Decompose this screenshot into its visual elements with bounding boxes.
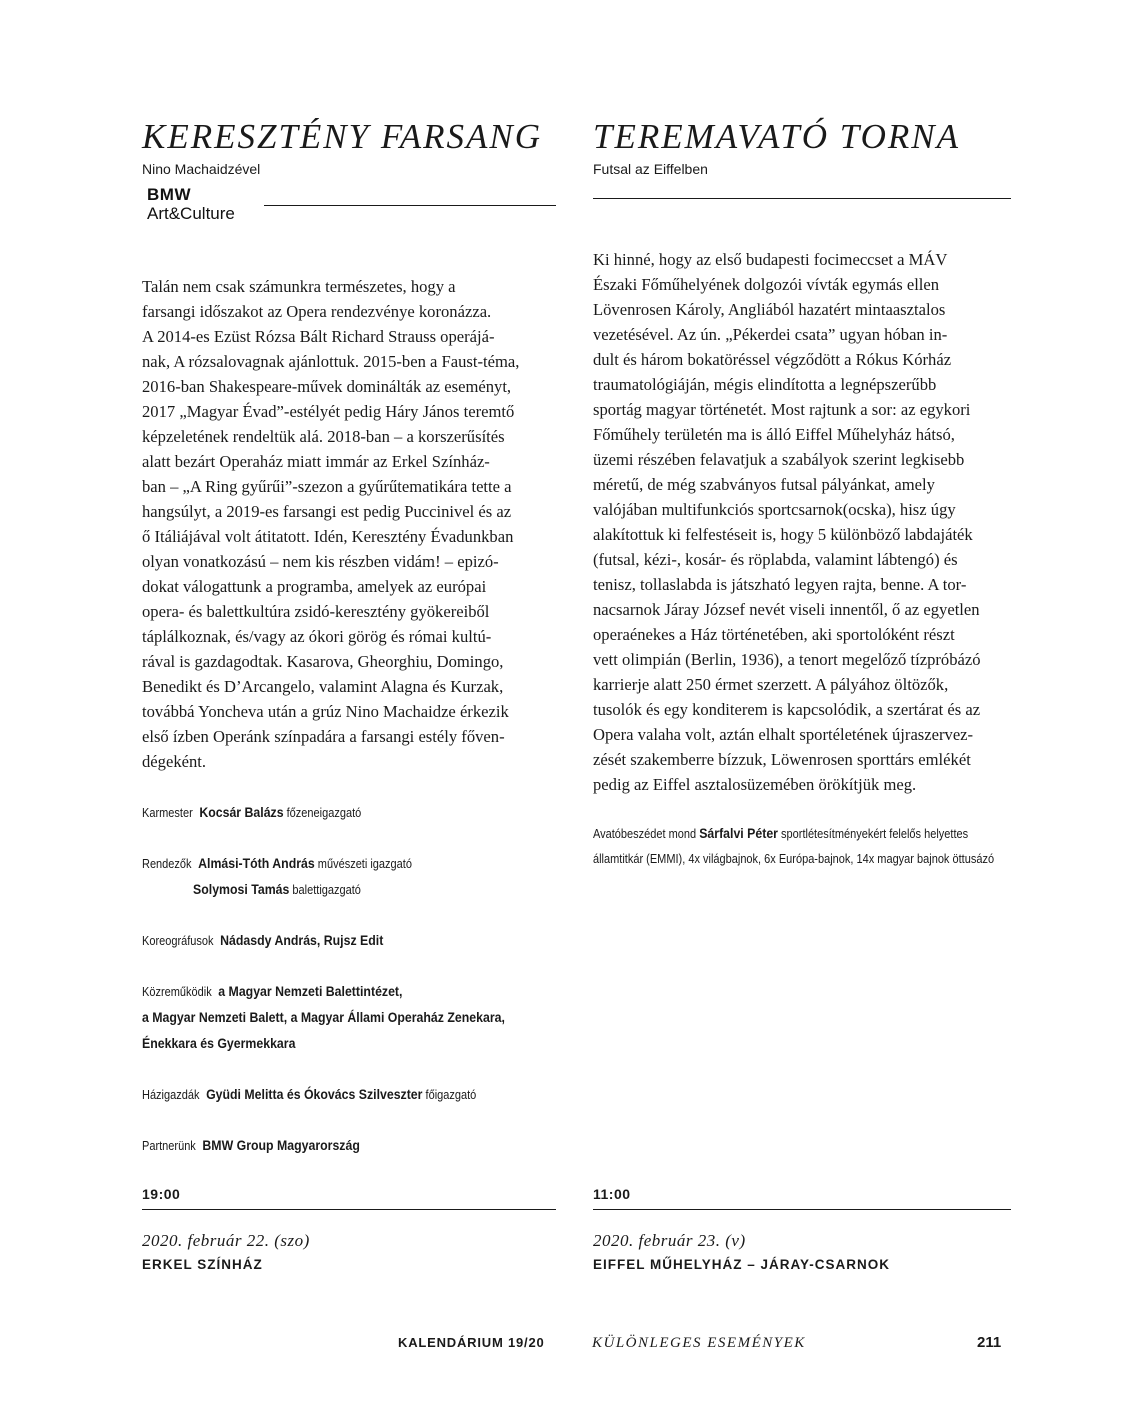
- footer-publication: KALENDÁRIUM 19/20: [398, 1335, 545, 1350]
- event-time: 11:00: [593, 1186, 631, 1202]
- event-venue: EIFFEL MŰHELYHÁZ – JÁRAY-CSARNOK: [593, 1257, 891, 1272]
- left-event-description: Talán nem csak számunkra természetes, hogy a farsangi időszakot az Opera rendezvénye koronázza. A 2014-es Ezüst Rózsa Bált Richard Strauss operájá- nak, A rózsalovagnak ajánlottuk. 2015-ben a Faust-téma, 2016-ban Shakespeare-művek dominálták az eseményt, 2017 „Magyar Évad”-estélyét pedig Háry János teremtő képzeletének rendeltük alá. 2018-ban – a korszerűsítés alatt bezárt Operaház miatt immár az Erkel Színház- ban – „A Ring gyűrűi”-szezon a gyűrűtematikára tette a hangsúlyt, a 2019-es farsangi est pedig Puccinivel és az ő Itáliájával volt átitatott. Idén, Keresztény Évadunkban olyan vonatkozású – nem kis részben vidám! – epizó- dokat válogattunk a programba, amelyek az európai opera- és balettkultúra zsidó-keresztény gyökereiből táplálkoznak, és/vagy az ókori görög és római kultú- rával is gazdagodtak. Kasarova, Gheorghiu, Domingo, Benedikt és D’Arcangelo, valamint Alagna és Kurzak, továbbá Yoncheva után a grúz Nino Machaidze érkezik első ízben Operánk színpadára a farsangi estély főven- dégeként.: [142, 277, 520, 771]
- left-event-schedule: [142, 1183, 556, 1275]
- credit-directors: Rendezők Almási-Tóth András művészeti igazgató Solymosi Tamás balettigazgató: [142, 855, 412, 897]
- event-time: 19:00: [142, 1186, 181, 1202]
- credit-hosts: Házigazdák Gyüdi Melitta és Ókovács Szilveszter főigazgató: [142, 1086, 477, 1102]
- sponsor-row: [142, 182, 556, 226]
- right-event-column: [593, 116, 1011, 872]
- event-venue: ERKEL SZÍNHÁZ: [142, 1257, 263, 1272]
- event-date: 2020. február 23. (v): [593, 1231, 746, 1250]
- credit-partner: Partnerünk BMW Group Magyarország: [142, 1137, 360, 1153]
- left-event-subtitle: Nino Machaidzével: [142, 161, 261, 177]
- credit-choreographers: Koreográfusok Nádasdy András, Rujsz Edit: [142, 932, 384, 948]
- bmw-art-culture-logo: BMW Art&Culture: [147, 185, 235, 223]
- left-event-column: [142, 116, 556, 1159]
- event-date: 2020. február 22. (szo): [142, 1231, 310, 1250]
- title-rule: [593, 198, 1011, 199]
- right-event-subtitle: Futsal az Eiffelben: [593, 161, 708, 177]
- footer-section: KÜLÖNLEGES ESEMÉNYEK: [592, 1335, 806, 1351]
- right-event-schedule: [593, 1183, 1011, 1275]
- schedule-rule: [593, 1209, 1011, 1210]
- left-event-title: KERESZTÉNY FARSANG: [142, 117, 542, 156]
- schedule-rule: [142, 1209, 556, 1210]
- right-event-description: Ki hinné, hogy az első budapesti focimeccset a MÁV Északi Főműhelyének dolgozói vívták egymás ellen Lövenrosen Károly, Angliából hazatért mintaasztalos vezetésével. Az ún. „Pékerdei csata” ugyan hóban in- dult és három bokatöréssel végződött a Rókus Kórház traumatológiáján, mégis elindította a legnépszerűbb sportág magyar történetét. Most rajtunk a sor: az egykori Főműhely területén ma is álló Eiffel Műhelyház hátsó, üzemi részében felavatjuk a szabályok szerint legkisebb méretű, de még szabványos futsal pályánkat, amely valójában multifunkciós sportcsarnok(ocska), hisz úgy alakítottuk ki felfestéseit is, hogy 5 különböző labdajáték (futsal, kézi-, kosár- és röplabda, valamint lábtengó) és tenisz, tollaslabda is játszható legyen rajta, benne. A tor- nacsarnok Járay József nevét viseli innentől, ő az egyetlen operaénekes a Ház történetében, aki sportolóként részt vett olimpián (Berlin, 1936), a tenort megelőző tízpróbázó karrierje alatt 250 érmet szerzett. A pályához öltözők, tusolók és egy konditerem is kapcsolódik, a szertárat és az Opera valaha volt, aztán elhalt sportéletének újraszervez- zését szakemberre bízzuk, Löwenrosen sporttárs emlékét pedig az Eiffel asztalosüzemében örökítjük meg.: [593, 250, 981, 794]
- credit-speaker: Avatóbeszédet mond Sárfalvi Péter sportlétesítményekért felelős helyettes államtitkár (EMMI), 4x világbajnok, 6x Európa-bajnok, 14x magyar bajnok öttusázó: [593, 825, 995, 866]
- page-number: 211: [977, 1334, 1002, 1351]
- credit-conductor: Karmester Kocsár Balázs főzeneigazgató: [142, 804, 362, 820]
- title-rule: [264, 205, 556, 206]
- left-event-credits: [142, 800, 556, 1159]
- right-event-title: TEREMAVATÓ TORNA: [593, 117, 960, 156]
- credit-participants: Közreműködik a Magyar Nemzeti Balettintézet, a Magyar Nemzeti Balett, a Magyar Állami Operaház Zenekara, Énekkara és Gyermekkara: [142, 983, 505, 1051]
